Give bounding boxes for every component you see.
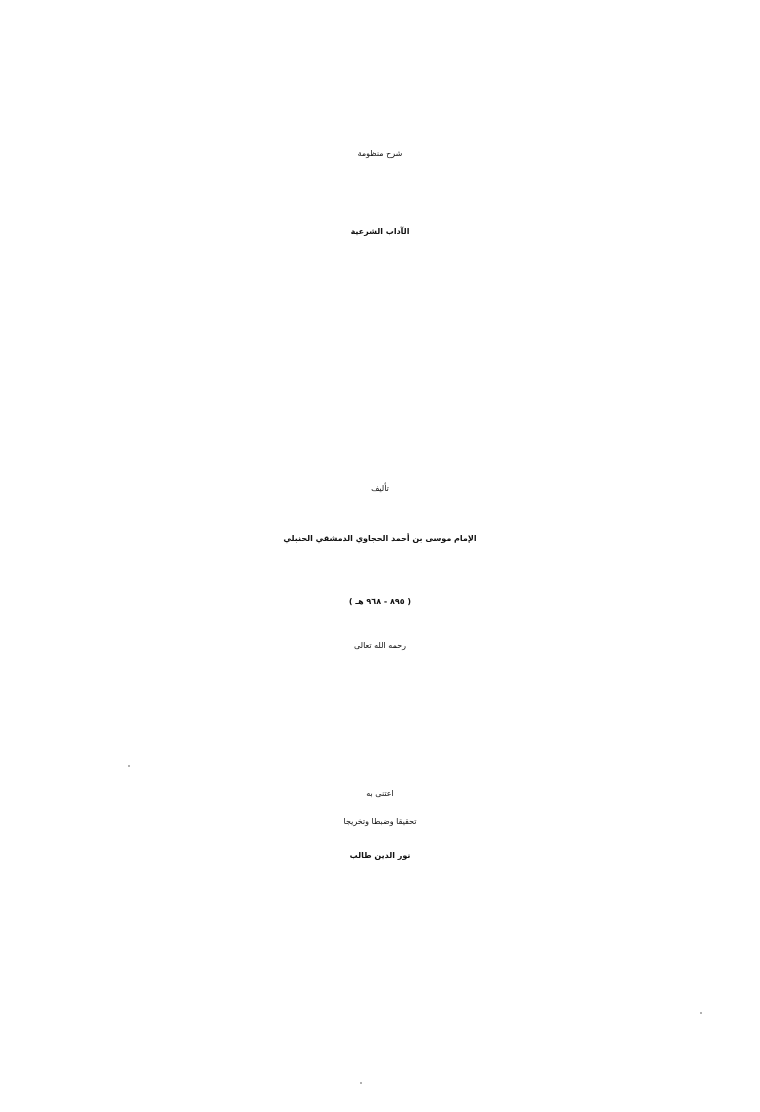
author-dates: ( ٨٩٥ - ٩٦٨ هـ ) <box>348 597 412 606</box>
book-title: الآداب الشرعية <box>350 227 410 236</box>
scan-speck <box>360 1082 362 1084</box>
author-blessing: رحمه الله تعالى <box>353 641 407 650</box>
author-name: الإمام موسى بن أحمد الحجاوي الدمشقي الحنبلي <box>283 534 477 543</box>
book-subtitle: شرح منظومة <box>357 149 403 158</box>
editor-role: تحقيقا وضبطا وتخريجا <box>343 817 417 826</box>
editor-name: نور الدين طالب <box>349 851 411 860</box>
scan-speck <box>128 765 130 767</box>
edited-by-label: اعتنى به <box>366 789 394 798</box>
scan-speck <box>700 1012 702 1014</box>
authored-by-label: تأليف <box>371 484 389 493</box>
